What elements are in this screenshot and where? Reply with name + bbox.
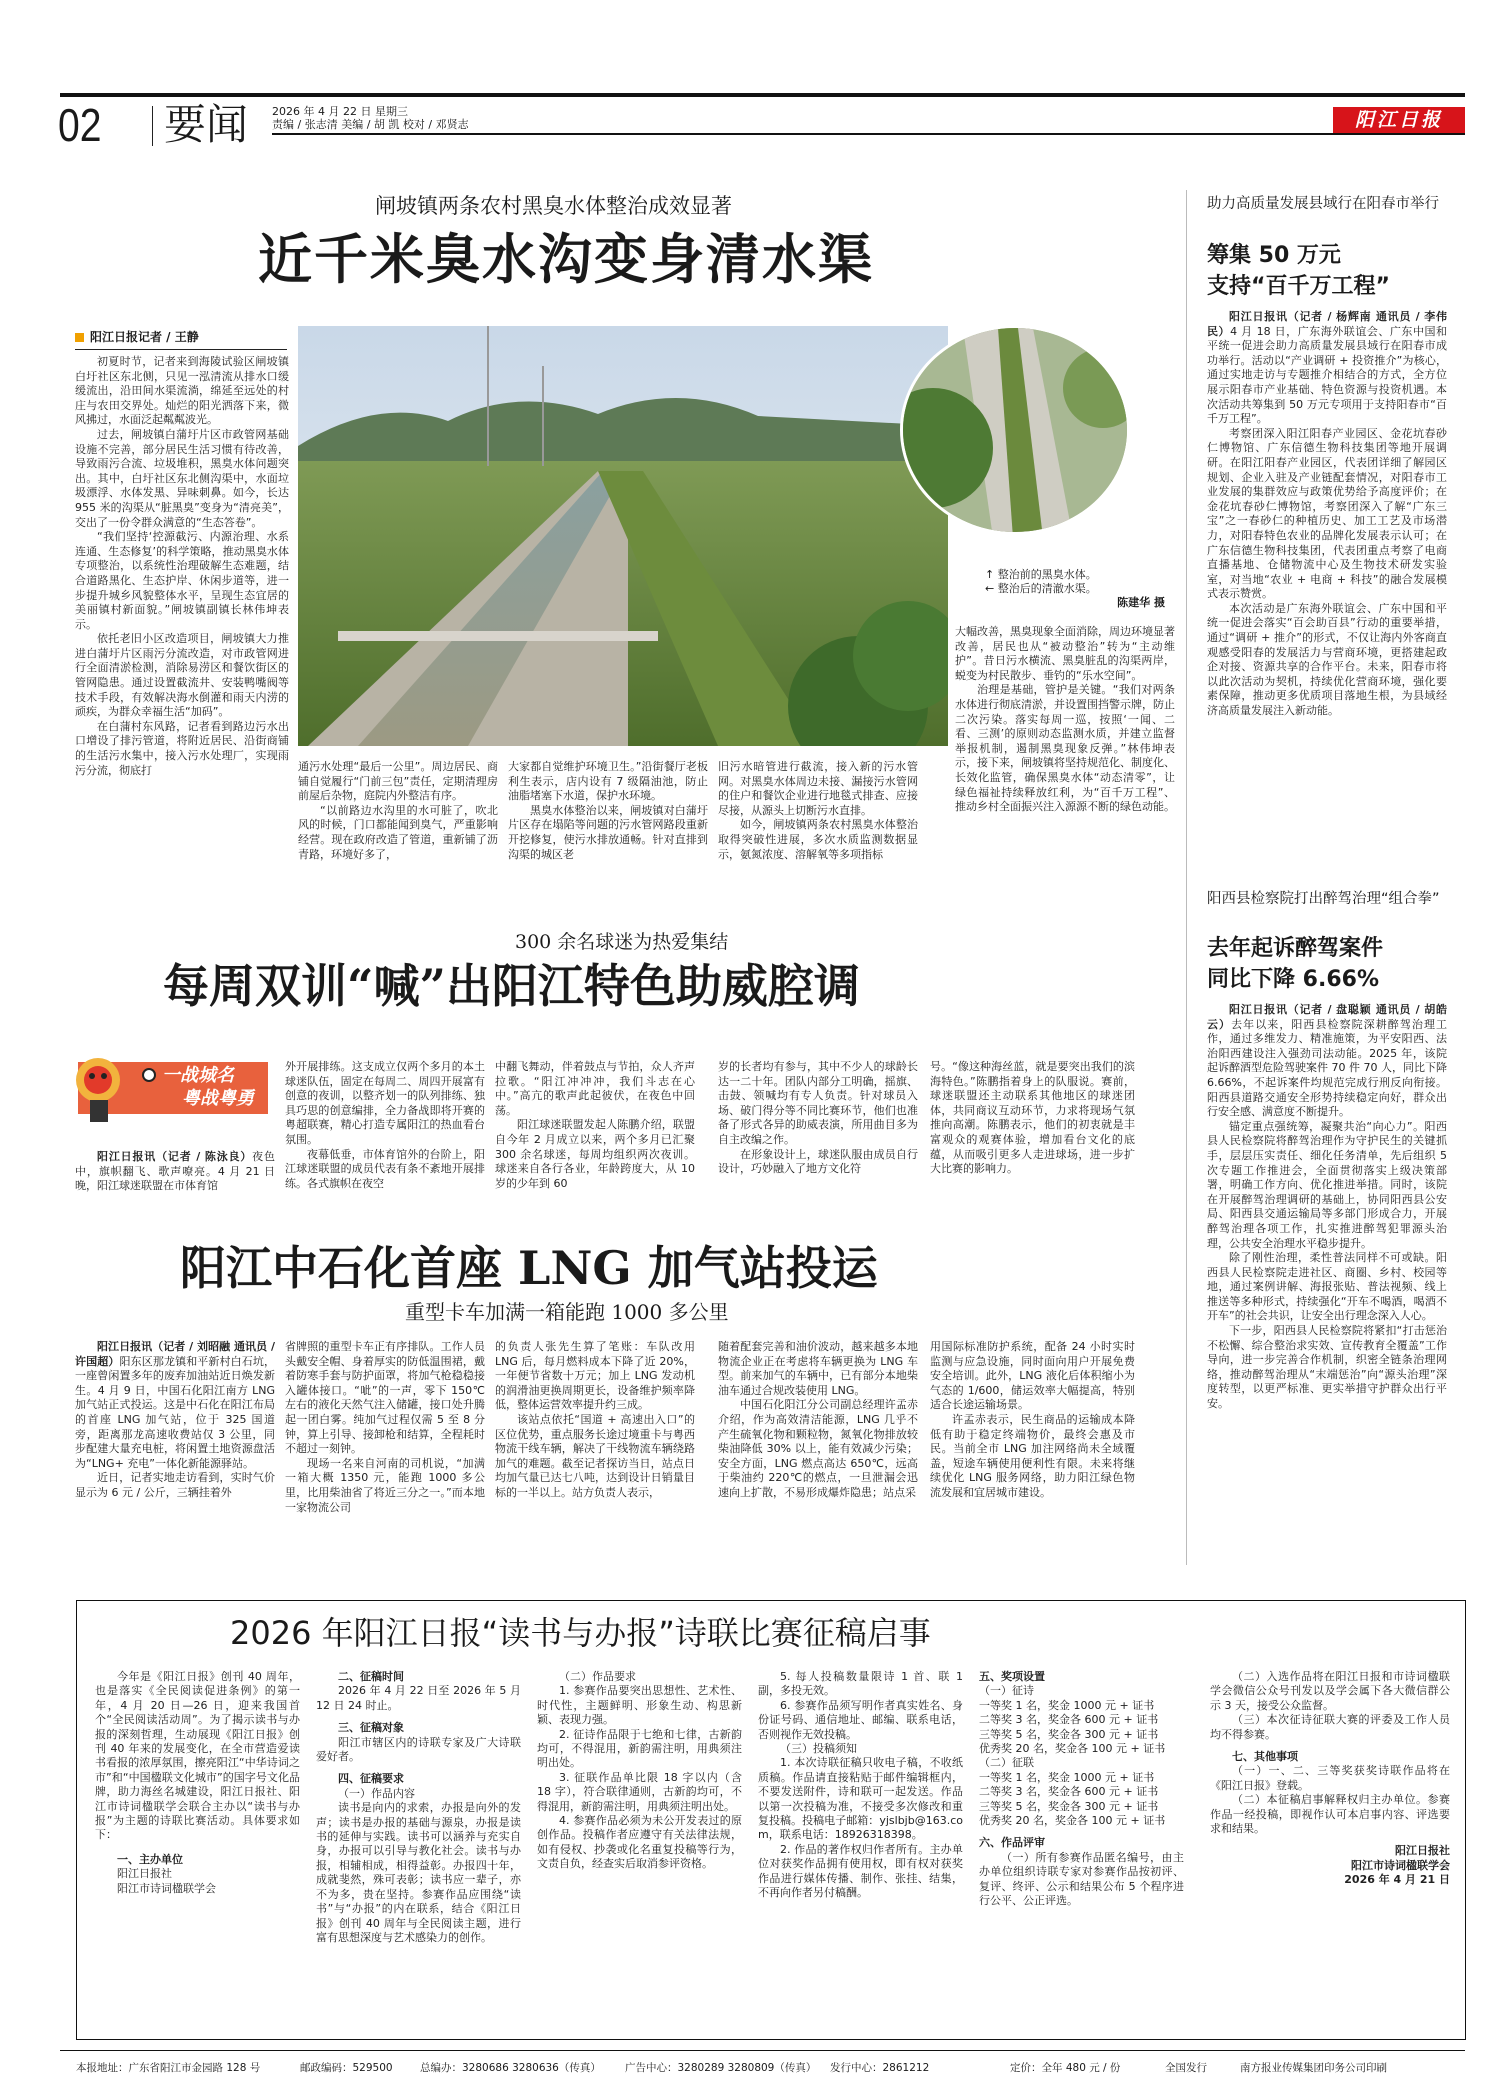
paragraph: 本次活动是广东海外联谊会、广东中国和平统一促进会落实“百会助百县”行动的重要举措，通过“调研 + 推介”的形式，不仅让海内外客商直观感受阳春的发展活力与营商环境，更搭建起政企对接、资源共享的合作平台。未来，阳春市将以此次活动为契机，持续优化营商环境，强化要素保障，推动更多优质项目落地生根，为县域经济高质量发展注入新动能。: [1207, 601, 1447, 718]
requirement-item: 1. 参赛作品要突出思想性、艺术性、时代性，主题鲜明、形象生动、构思新颖、表现力强。: [537, 1684, 742, 1727]
footer-rule: [60, 2050, 1465, 2051]
photo-caption: [985, 568, 1165, 610]
paragraph: 外开展排练。这支成立仅两个多月的本土球迷队伍，固定在每周二、周四开展富有创意的夜训，以整齐划一的队列排练、独具巧思的创意编排，全力备战即将开赛的粤超联赛，精心打造专属阳江的热血看台氛围。: [285, 1060, 485, 1146]
notice-column-5: [979, 1670, 1184, 1909]
prize-item: 一等奖 1 名，奖金 1000 元 + 证书: [979, 1698, 1155, 1712]
section-heading: 二、征稿时间: [338, 1670, 404, 1683]
footer-national: 全国发行: [1165, 2062, 1207, 2074]
header-top-rule: [60, 93, 1465, 97]
article3-column-4: [718, 1340, 918, 1501]
banner-slogan-1: 一战城名: [162, 1065, 234, 1086]
paragraph: “以前路边水沟里的水可脏了，吹北风的时候，门口都能闻到臭气，严重影响经营。现在政府改造了管道，重新铺了沥青路，环境好多了，: [298, 803, 498, 861]
sidebar2-dateline: 阳江日报讯（记者 / 盘聪颖 通讯员 / 胡皓云）: [1207, 1003, 1447, 1031]
prize-item: 二等奖 3 名，奖金各 600 元 + 证书: [979, 1713, 1159, 1727]
sidebar1-title-line2: 支持“百千万工程”: [1207, 274, 1390, 299]
subsection-heading: （二）作品要求: [559, 1670, 636, 1683]
sidebar1-body: [1207, 310, 1447, 719]
paragraph: 大家都自觉维护环境卫生。”沿街餐厅老板利生表示，店内设有 7 级隔油池，防止油脂堵塞下水道，保护水环境。: [508, 760, 708, 803]
paragraph: 如今，闸坡镇两条农村黑臭水体整治取得突破性进展，多次水质监测数据显示，氨氮浓度、溶解氧等多项指标: [718, 818, 918, 861]
paragraph: 治理是基础，管护是关键。“我们对两条水体进行彻底清淤，并设置围挡警示牌，防止二次污染。落实每周一巡，按照‘一闻、二看、三测’的原则动态监测水质，并建立监督举报机制，遏制黑臭现象反弹。”林伟坤表示，接下来，闸坡镇将坚持规范化、制度化、长效化监管，确保黑臭水体“动态清零”，让绿色福祉持续释放红利，为“百千万工程”、推动乡村全面振兴注入源源不断的绿色动能。: [955, 683, 1175, 814]
article1-byline: [75, 330, 199, 345]
paragraph: 去年以来，阳西县检察院深耕醉驾治理工作，通过多维发力、精准施策，为平安阳西、法治阳西建设注入强劲司法动能。2025 年，该院起诉醉酒型危险驾驶案件 70 件 70 人，同比下降 6.66%，不起诉案件均规范完成行刑反向衔接。阳西县道路交通安全形势持续稳定向好，群众出行安全感、满意度不断提升。: [1207, 1017, 1448, 1119]
page-number: 02: [58, 99, 102, 151]
requirement-item: 6. 参赛作品须写明作者真实姓名、身份证号码、通信地址、邮编、联系电话，否则视作无效投稿。: [758, 1698, 963, 1741]
notice-column-6: [1210, 1670, 1450, 1888]
article1-column-4: [718, 760, 918, 862]
photo-credit: 陈建华 摄: [1117, 596, 1165, 609]
sidebar2-body: [1207, 1003, 1447, 1412]
paragraph: “我们坚持‘控源截污、内源治理、水系连通、生态修复’的科学策略，推动黑臭水体专项整治，以系统性治理破解生态难题，结合道路黑化、生态护岸、休闲步道等，进一步提升城乡风貌整体水平，呈现生态宜居的美丽镇村新面貌。”闸坡镇副镇长林伟坤表示。: [75, 530, 289, 631]
submission-info: 1. 本次诗联征稿只收电子稿，不收纸质稿。作品请直接粘贴于邮件编辑框内，不要发送附件，诗和联可一起发送。作品以第一次投稿为准，不接受多次修改和重复投稿。投稿电子邮箱：yjslbjb@163.com，联系电话：18926318398。: [758, 1756, 963, 1842]
paragraph: 2. 作品的著作权归作者所有。主办单位对获奖作品拥有使用权，即有权对获奖作品进行媒体传播、制作、张挂、结集，不再向作者另付稿酬。: [758, 1842, 963, 1900]
editor-credits: 责编 / 张志清 美编 / 胡 凯 校对 / 邓贤志: [272, 118, 469, 131]
paragraph: 读书是向内的求索，办报是向外的发声；读书是办报的基础与源泉，办报是读书的延伸与实践。读书可以涵养与充实自身，办报可以引导与教化社会。读书与办报，相辅相成，相得益彰。办报四十年，成就斐然，殊可表彰；读书应一辈子，亦不为多，贵在坚持。参赛作品应围绕“读书”与“办报”的内在联系，结合《阳江日报》创刊 40 周年与全民阅读主题，进行富有思想深度与艺术感染力的创作。: [316, 1801, 521, 1944]
requirement-item: 2. 征诗作品限于七绝和七律，古新韵均可，不得混用，新韵需注明，用典须注明出处。: [537, 1727, 742, 1770]
byline-text: 阳江日报记者 / 王静: [90, 330, 199, 344]
footer-printer: 南方报业传媒集团印务公司印刷: [1240, 2062, 1387, 2074]
caption-line-after: ← 整治后的清澈水渠。: [985, 582, 1097, 595]
paragraph: （一）一、二、三等奖获奖诗联作品将在《阳江日报》登载。: [1210, 1764, 1450, 1792]
article3-column-5: [930, 1340, 1135, 1501]
sidebar2-title-line1: 去年起诉醉驾案件: [1207, 936, 1384, 961]
paragraph: 考察团深入阳江阳春产业园区、金花坑春砂仁博物馆、广东信德生物科技集团等地开展调研。在阳江阳春产业园区，代表团详细了解园区规划、企业入驻及产业链配套情况，对阳春市工业发展的集群效应与政策优势给予高度评价；在金花坑春砂仁博物馆，考察团深入了解“广东三宝”之一春砂仁的种植历史、加工工艺及市场潜力，对阳春特色农业的品牌化发展表示认可；在广东信德生物科技集团，代表团重点考察了电商直播基地、仓储物流中心及生物技术研发实验室，对当地“农业 + 电商 + 科技”的融合发展模式表示赞赏。: [1207, 426, 1447, 601]
header-rule: [272, 133, 1465, 135]
signature-newspaper: 阳江日报社: [1395, 1844, 1450, 1858]
article2-kicker: 300 余名球迷为热爱集结: [515, 931, 729, 953]
notice-column-2: [316, 1670, 521, 1945]
prize-item: 三等奖 5 名，奖金各 300 元 + 证书: [979, 1727, 1159, 1741]
paragraph: 岁的长者均有参与，其中不少人的球龄长达一二十年。团队内部分工明确，摇旗、击鼓、领喊均有专人负责。针对球员入场、破门得分等不同比赛环节，他们也准备了形式各异的助威表演，所用曲目多为自主改编之作。: [718, 1060, 918, 1146]
paragraph: 过去，闸坡镇白蒲圩片区市政管网基础设施不完善，部分居民生活习惯有待改善，导致雨污合流、垃圾堆积，黑臭水体问题突出。其中，白圩社区东北侧沟渠中，水面垃圾漂浮、水体发黑、异味刺鼻。如今，长达955 米的沟渠从“脏黑臭”变身为“清亮美”，交出了一份令群众满意的“生态答卷”。: [75, 427, 289, 529]
section-heading: 五、奖项设置: [979, 1670, 1045, 1683]
notice-signature: [1210, 1844, 1450, 1887]
article2-column-4: [718, 1060, 918, 1177]
article1-column-1: [75, 355, 289, 778]
byline-marker-icon: [75, 333, 84, 342]
article2-column-3: [495, 1060, 695, 1191]
paragraph: 黑臭水体整治以来，闸坡镇对白蒲圩片区存在塌陷等问题的污水管网路段重新开挖修复，使污水排放通畅。针对直排到沟渠的城区老: [508, 803, 708, 861]
sidebar2-title-line2: 同比下降 6.66%: [1207, 967, 1379, 992]
article2-column-1: [75, 1150, 275, 1194]
organizer: 阳江市诗词楹联学会: [117, 1881, 216, 1895]
canal-photo-illustration: [298, 326, 948, 746]
paragraph: （二）入选作品将在阳江日报和市诗词楹联学会微信公众号刊发以及学会属下各大微信群公示 3 天，接受公众监督。: [1210, 1670, 1450, 1712]
article3-column-3: [495, 1340, 695, 1501]
header-divider: [152, 106, 153, 146]
paragraph: 阳东区那龙镇和平新村白石坑，一座曾闲置多年的废弃加油站近日焕发新生。4 月 9 日，中国石化阳江南方 LNG 加气站正式投运。这是中石化在阳江布局的首座 LNG 加气站，位于 325 国道旁，距离那龙高速收费站仅 3 公里，同步配建大量充电桩，将闲置土地资源盘活为“LNG+ 充电”一体化新能源驿站。: [75, 1354, 276, 1470]
paragraph: 依托老旧小区改造项目，闸坡镇大力推进白蒲圩片区雨污分流改造，对市政管网进行全面清淤检测，消除易涝区和餐饮街区的管网隐患。通过设置截流井、安装鸭嘴阀等技术手段，有效解决海水倒灌和雨天内涝的顽疾，为群众幸福生活“加码”。: [75, 632, 289, 719]
subsection-heading: （二）征联: [979, 1756, 1034, 1770]
article2-dateline: 阳江日报讯（记者 / 陈泳良）: [97, 1150, 253, 1163]
paragraph: 中国石化阳江分公司副总经理许孟赤介绍，作为高效清洁能源，LNG 几乎不产生硫氧化物和颗粒物，氮氧化物排放较柴油降低 30% 以上，能有效减少污染；安全方面，LNG 燃点高达 650℃，远高于柴油约 220℃的燃点，一旦泄漏会迅速向上扩散，不易形成爆炸隐患；站点采: [718, 1398, 918, 1499]
paragraph: （一）所有参赛作品匿名编号，由主办单位组织诗联专家对参赛作品按初评、复评、终评、公示和结果公布 5 个程序进行公平、公正评选。: [979, 1850, 1184, 1908]
paragraph: 的负责人张先生算了笔账：车队改用 LNG 后，每月燃料成本下降了近 20%，一年便节省数十万元；加上 LNG 发动机的润滑油更换周期更长，设备维护频率降低，整体运营效率提升约三成。: [495, 1340, 695, 1412]
footer-distribution: 发行中心：2861212: [830, 2062, 930, 2074]
paragraph: 初夏时节，记者来到海陵试验区闸坡镇白圩社区东北侧，只见一泓清流从排水口缓缓流出，沿田间水渠流淌，绵延至远处的村庄与农田交界处。灿烂的阳光洒落下来，微风拂过，水面泛起粼粼波光。: [75, 355, 289, 427]
sidebar1-dateline: 阳江日报讯（记者 / 杨辉南 通讯员 / 李伟民）: [1207, 310, 1447, 338]
paragraph: 近日，记者实地走访看到，实时气价显示为 6 元 / 公斤，三辆挂着外: [75, 1471, 275, 1499]
footer-address: 本报地址：广东省阳江市金园路 128 号: [76, 2062, 261, 2074]
lion-dance-icon: [68, 1050, 138, 1130]
paragraph: 下一步，阳西县人民检察院将紧扣“打击惩治不松懈、综合整治求实效、宣传教育全覆盖”工作导向，进一步完善合作机制，织密全链条治理网络，推动醉驾治理从“末端惩治”向“源头治理”深度转型，以更严标准、更实举措守护群众出行平安。: [1207, 1324, 1447, 1411]
section-heading: 四、征稿要求: [338, 1772, 404, 1786]
paragraph: 在白蒲村东风路，记者看到路边污水出口增设了排污管道，将附近居民、沿街商铺的生活污水集中，接入污水处理厂，实现雨污分流，彻底打: [75, 719, 289, 777]
paragraph: 阳江市辖区内的诗联专家及广大诗联爱好者。: [316, 1735, 521, 1764]
paragraph: 号。“像这种海丝蓝，就是要突出我们的滨海特色。”陈鹏指着身上的队服说。赛前，球迷联盟还主动联系其他地区的球迷团体，共同商议互动环节，力求将现场气氛推向高潮。陈鹏表示，他们的初衷就是丰富观众的观赛体验，增加看台文化的底蕴，从而吸引更多人走进球场，进一步扩大比赛的影响力。: [930, 1060, 1135, 1176]
notice-column-3: [537, 1670, 742, 1872]
prize-item: 优秀奖 20 名，奖金各 100 元 + 证书: [979, 1742, 1166, 1756]
notice-column-4: [758, 1670, 963, 1901]
paragraph: 旧污水暗管进行截流，接入新的污水管网。对黑臭水体周边未接、漏接污水管网的住户和餐饮企业进行地毯式排查、应接尽接，从源头上切断污水直排。: [718, 760, 918, 817]
paragraph: 通污水处理“最后一公里”。周边居民、商铺自觉履行“门前三包”责任，定期清理房前屋后杂物，庭院内外整洁有序。: [298, 760, 498, 803]
paragraph: （三）本次征诗征联大赛的评委及工作人员均不得参赛。: [1210, 1713, 1450, 1741]
paragraph: 阳江球迷联盟发起人陈鹏介绍，联盟自今年 2 月成立以来，两个多月已汇聚 300 余名球迷，每周均组织两次夜训。球迷来自各行各业，年龄跨度大，从 10 岁的少年到 60: [495, 1118, 695, 1190]
requirement-item: 3. 征联作品单比限 18 字以内（含 18 字），符合联律通则，古新韵均可，不得混用，新韵需注明，用典须注明出处。: [537, 1770, 742, 1813]
prize-item: 二等奖 3 名，奖金各 600 元 + 证书: [979, 1785, 1159, 1799]
photo-before-canal: [900, 325, 1130, 535]
paragraph: 夜色中，旗帜翻飞、歌声嘹亮。4 月 21 日晚，阳江球迷联盟在市体育馆: [75, 1150, 275, 1193]
before-photo-illustration: [903, 328, 1130, 535]
section-heading: 六、作品评审: [979, 1836, 1045, 1850]
article2-title: 每周双训“喊”出阳江特色助威腔调: [163, 959, 860, 1013]
subsection-heading: （一）作品内容: [338, 1786, 415, 1800]
section-heading: 一、主办单位: [117, 1852, 183, 1866]
issue-date: 2026 年 4 月 22 日 星期三: [272, 105, 408, 118]
paragraph: 中翻飞舞动，伴着鼓点与节拍，众人齐声拉歌。“阳江冲冲冲，我们斗志在心中。”高亢的歌声此起彼伏，在夜色中回荡。: [495, 1060, 695, 1117]
paragraph: 该站点依托“国道 + 高速出入口”的区位优势，重点服务长途过境重卡与粤西物流干线车辆，解决了干线物流车辆绕路加气的难题。截至记者探访当日，站点日均加气量已达七八吨，达到设计日销量目标的一半以上。站方负责人表示，: [495, 1412, 695, 1499]
article3-column-2: [285, 1340, 485, 1515]
notice-title: 2026 年阳江日报“读书与办报”诗联比赛征稿启事: [230, 1614, 931, 1652]
paragraph: 除了刚性治理，柔性普法同样不可或缺。阳西县人民检察院走进社区、商圈、乡村、校园等地，通过案例讲解、海报张贴、普法视频、线上推送等多种形式，持续强化“开车不喝酒，喝酒不开车”的社会共识，让安全出行理念深入人心。: [1207, 1251, 1447, 1323]
paragraph: 随着配套完善和油价波动，越来越多本地物流企业正在考虑将车辆更换为 LNG 车型。前来加气的车辆中，已有部分本地柴油车通过合规改装使用 LNG。: [718, 1340, 918, 1397]
subsection-heading: （一）征诗: [979, 1684, 1034, 1698]
column-divider: [1186, 190, 1187, 1565]
prize-item: 优秀奖 20 名，奖金各 100 元 + 证书: [979, 1814, 1166, 1828]
paragraph: 锚定重点强统筹，凝聚共治“向心力”。阳西县人民检察院将醉驾治理作为守护民生的关键抓手，层层压实责任、细化任务清单，先后组织 5 次专题工作推进会，全面贯彻落实上级决策部署，明确工作方向、优化推进举措。同时，该院在开展醉驾治理调研的基础上，协同阳西县公安局、阳西县交通运输局等多部门形成合力，开展醉驾治理各项工作，扎实推进醉驾犯罪源头治理，公共安全治理水平稳步提升。: [1207, 1119, 1447, 1250]
paragraph: （二）本征稿启事解释权归主办单位。参赛作品一经投稿，即视作认可本启事内容、评选要求和结果。: [1210, 1793, 1450, 1836]
sidebar2-kicker: 阳西县检察院打出醉驾治理“组合拳”: [1207, 891, 1440, 907]
article3-dateline: 阳江日报讯（记者 / 刘昭融 通讯员 / 许国超）: [75, 1340, 275, 1368]
section-title: 要闻: [164, 100, 249, 149]
caption-line-before: ↑ 整治前的黑臭水体。: [985, 568, 1097, 581]
paragraph: 许孟赤表示，民生商品的运输成本降低有助于稳定终端物价，最终会惠及市民。当前全市 LNG 加注网络尚未全域覆盖，短途车辆使用便利性有限。未来将继续优化 LNG 服务网络，助力阳江绿色物流发展和宜居城市建设。: [930, 1412, 1135, 1499]
paragraph: 省牌照的重型卡车正有序排队。工作人员头戴安全帽、身着厚实的防低温围裙，戴着防寒手套与防护面罩，将加气枪稳稳接入罐体接口。“呲”的一声，零下 150℃左右的液化天然气注入储罐，接口处升腾起一团白雾。纯加气过程仅需 5 至 8 分钟，算上引导、接卸枪和结算，全程耗时不超过一刻钟。: [285, 1340, 485, 1456]
requirement-item: 4. 参赛作品必须为未公开发表过的原创作品。投稿作者应遵守有关法律法规，如有侵权、抄袭或化名重复投稿等行为，文责自负，经查实后取消参评资格。: [537, 1814, 742, 1871]
paragraph: 在形象设计上，球迷队服由成员自行设计，巧妙融入了地方文化符: [718, 1147, 918, 1176]
dateline: [272, 105, 469, 131]
football-campaign-banner: [68, 1050, 273, 1130]
footer-postcode: 邮政编码：529500: [300, 2062, 393, 2074]
article3-title: 阳江中石化首座 LNG 加气站投运: [180, 1241, 878, 1295]
requirement-item: 5. 每人投稿数量限诗 1 首、联 1 副，多投无效。: [758, 1670, 963, 1698]
article1-column-2: [298, 760, 498, 862]
signature-society: 阳江市诗词楹联学会: [1351, 1858, 1450, 1872]
article1-title: 近千米臭水沟变身清水渠: [258, 227, 874, 291]
paragraph: 大幅改善，黑臭现象全面消除，周边环境显著改善，居民也从“被动整治”转为“主动维护”。昔日污水横流、黑臭脏乱的沟渠两岸，蜕变为村民散步、垂钓的“乐水空间”。: [955, 625, 1175, 682]
byline-rule: [75, 349, 287, 350]
paragraph: 夜幕低垂，市体育馆外的台阶上，阳江球迷联盟的成员代表有条不紊地开展排练。各式旗帜在夜空: [285, 1147, 485, 1190]
notice-column-1: [95, 1670, 300, 1896]
paragraph: 4 月 18 日，广东海外联谊会、广东中国和平统一促进会助力高质量发展县域行在阳春市成功举行。活动以“产业调研 + 投资推介”为核心，通过实地走访与专题推介相结合的方式，全方位展示阳春市产业基础、特色资源与投资机遇。本次活动共筹集到 50 万元专项用于支持阳春市“百千万工程”。: [1207, 324, 1448, 426]
paragraph: 用国际标准防护系统，配备 24 小时实时监测与应急设施，同时面向用户开展免费安全培训。此外，LNG 液化后体积缩小为气态的 1/600，储运效率大幅提高，特别适合长途运输场景。: [930, 1340, 1135, 1412]
football-icon: [142, 1068, 156, 1082]
sidebar1-title-line1: 筹集 50 万元: [1207, 243, 1341, 268]
prize-item: 一等奖 1 名，奖金 1000 元 + 证书: [979, 1770, 1155, 1784]
newspaper-logo: 阳江日报: [1333, 107, 1465, 133]
photo-clean-canal: [298, 326, 948, 746]
paragraph: 现场一名来自河南的司机说，“加满一箱大概 1350 元，能跑 1000 多公里，比用柴油省了将近三分之一。”而本地一家物流公司: [285, 1456, 485, 1514]
signature-date: 2026 年 4 月 21 日: [1344, 1873, 1450, 1887]
prize-item: 三等奖 5 名，奖金各 300 元 + 证书: [979, 1799, 1159, 1813]
notice-intro: 今年是《阳江日报》创刊 40 周年，也是落实《全民阅读促进条例》的第一年，4 月 20 日—26 日，迎来我国首个“全民阅读活动周”。为了揭示读书与办报的深刻哲理，生动展现《阳江日报》创刊 40 年来的发展变化，在全市营造爱读书看报的浓厚氛围，擦亮阳江“中华诗词之市”和“中国楹联文化城市”的国字号文化品牌，助力海丝名城建设，阳江日报社、阳江市诗词楹联学会联合主办以“读书与办报”为主题的诗联比赛活动。具体要求如下：: [95, 1670, 300, 1842]
organizer: 阳江日报社: [117, 1867, 172, 1881]
banner-slogan-2: 粤战粤勇: [182, 1088, 254, 1109]
article3-subtitle: 重型卡车加满一箱能跑 1000 多公里: [405, 1300, 729, 1324]
footer-ad-center: 广告中心：3280289 3280809（传真）: [625, 2062, 817, 2074]
section-heading: 三、征稿对象: [338, 1721, 404, 1735]
subsection-heading: （三）投稿须知: [780, 1742, 857, 1756]
section-heading: 七、其他事项: [1232, 1750, 1298, 1764]
sidebar1-title: [1207, 240, 1457, 302]
paragraph: 2026 年 4 月 22 日至 2026 年 5 月 12 日 24 时止。: [316, 1684, 521, 1712]
article1-kicker: 闸坡镇两条农村黑臭水体整治成效显著: [375, 194, 732, 218]
sidebar1-kicker: 助力高质量发展县域行在阳春市举行: [1207, 196, 1439, 212]
article2-column-2: [285, 1060, 485, 1191]
article1-column-3: [508, 760, 708, 862]
footer-price: 定价：全年 480 元 / 份: [1010, 2062, 1121, 2074]
article3-column-1: [75, 1340, 275, 1501]
sidebar2-title: [1207, 933, 1457, 995]
article1-column-5: [955, 625, 1175, 815]
footer-editorial-office: 总编办：3280686 3280636（传真）: [420, 2062, 601, 2074]
article2-column-5: [930, 1060, 1135, 1177]
